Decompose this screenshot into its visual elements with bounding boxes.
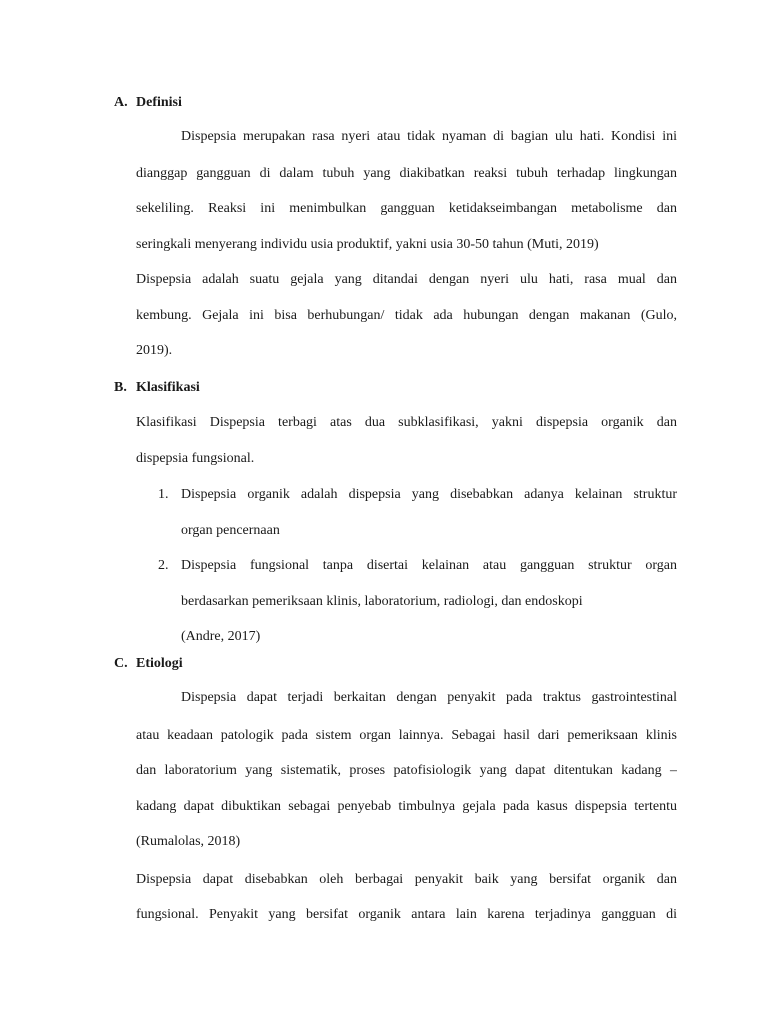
paragraph-line: dispepsia fungsional. [136, 451, 255, 466]
list-item-number: 1. [158, 487, 169, 502]
paragraph-line: Dispepsia dapat terjadi berkaitan dengan penyakit pada traktus gastrointestinal [181, 690, 677, 705]
paragraph-line: dianggap gangguan di dalam tubuh yang diakibatkan reaksi tubuh terhadap lingkungan [136, 166, 677, 181]
paragraph-line: 2019). [136, 343, 173, 358]
paragraph-line: (Rumalolas, 2018) [136, 834, 241, 849]
paragraph-line: Dispepsia adalah suatu gejala yang ditandai dengan nyeri ulu hati, rasa mual dan [136, 272, 677, 287]
list-item-line: berdasarkan pemeriksaan klinis, laboratorium, radiologi, dan endoskopi [181, 594, 583, 609]
paragraph-line: atau keadaan patologik pada sistem organ lainnya. Sebagai hasil dari pemeriksaan klinis [136, 728, 677, 743]
section-a-heading: Definisi [136, 95, 182, 110]
paragraph-line: seringkali menyerang individu usia produktif, yakni usia 30-50 tahun (Muti, 2019) [136, 237, 599, 252]
paragraph-line: dan laboratorium yang sistematik, proses patofisiologik yang dapat ditentukan kadang – [136, 763, 677, 778]
list-item-number: 2. [158, 558, 169, 573]
paragraph-line: Dispepsia dapat disebabkan oleh berbagai penyakit baik yang bersifat organik dan [136, 872, 677, 887]
section-c-heading: Etiologi [136, 656, 183, 671]
list-item-line: Dispepsia organik adalah dispepsia yang disebabkan adanya kelainan struktur [181, 487, 677, 502]
citation: (Andre, 2017) [181, 629, 261, 644]
paragraph-line: fungsional. Penyakit yang bersifat organik antara lain karena terjadinya gangguan di [136, 907, 677, 922]
paragraph-line: Klasifikasi Dispepsia terbagi atas dua subklasifikasi, yakni dispepsia organik dan [136, 415, 677, 430]
list-item-line: Dispepsia fungsional tanpa disertai kelainan atau gangguan struktur organ [181, 558, 677, 573]
section-a-letter: A. [114, 95, 128, 110]
section-b-letter: B. [114, 380, 127, 395]
paragraph-line: sekeliling. Reaksi ini menimbulkan gangguan ketidakseimbangan metabolisme dan [136, 201, 677, 216]
section-b-heading: Klasifikasi [136, 380, 200, 395]
list-item-line: organ pencernaan [181, 523, 280, 538]
paragraph-line: Dispepsia merupakan rasa nyeri atau tidak nyaman di bagian ulu hati. Kondisi ini [181, 129, 677, 144]
paragraph-line: kadang dapat dibuktikan sebagai penyebab timbulnya gejala pada kasus dispepsia tertentu [136, 799, 677, 814]
paragraph-line: kembung. Gejala ini bisa berhubungan/ tidak ada hubungan dengan makanan (Gulo, [136, 308, 677, 323]
section-c-letter: C. [114, 656, 128, 671]
